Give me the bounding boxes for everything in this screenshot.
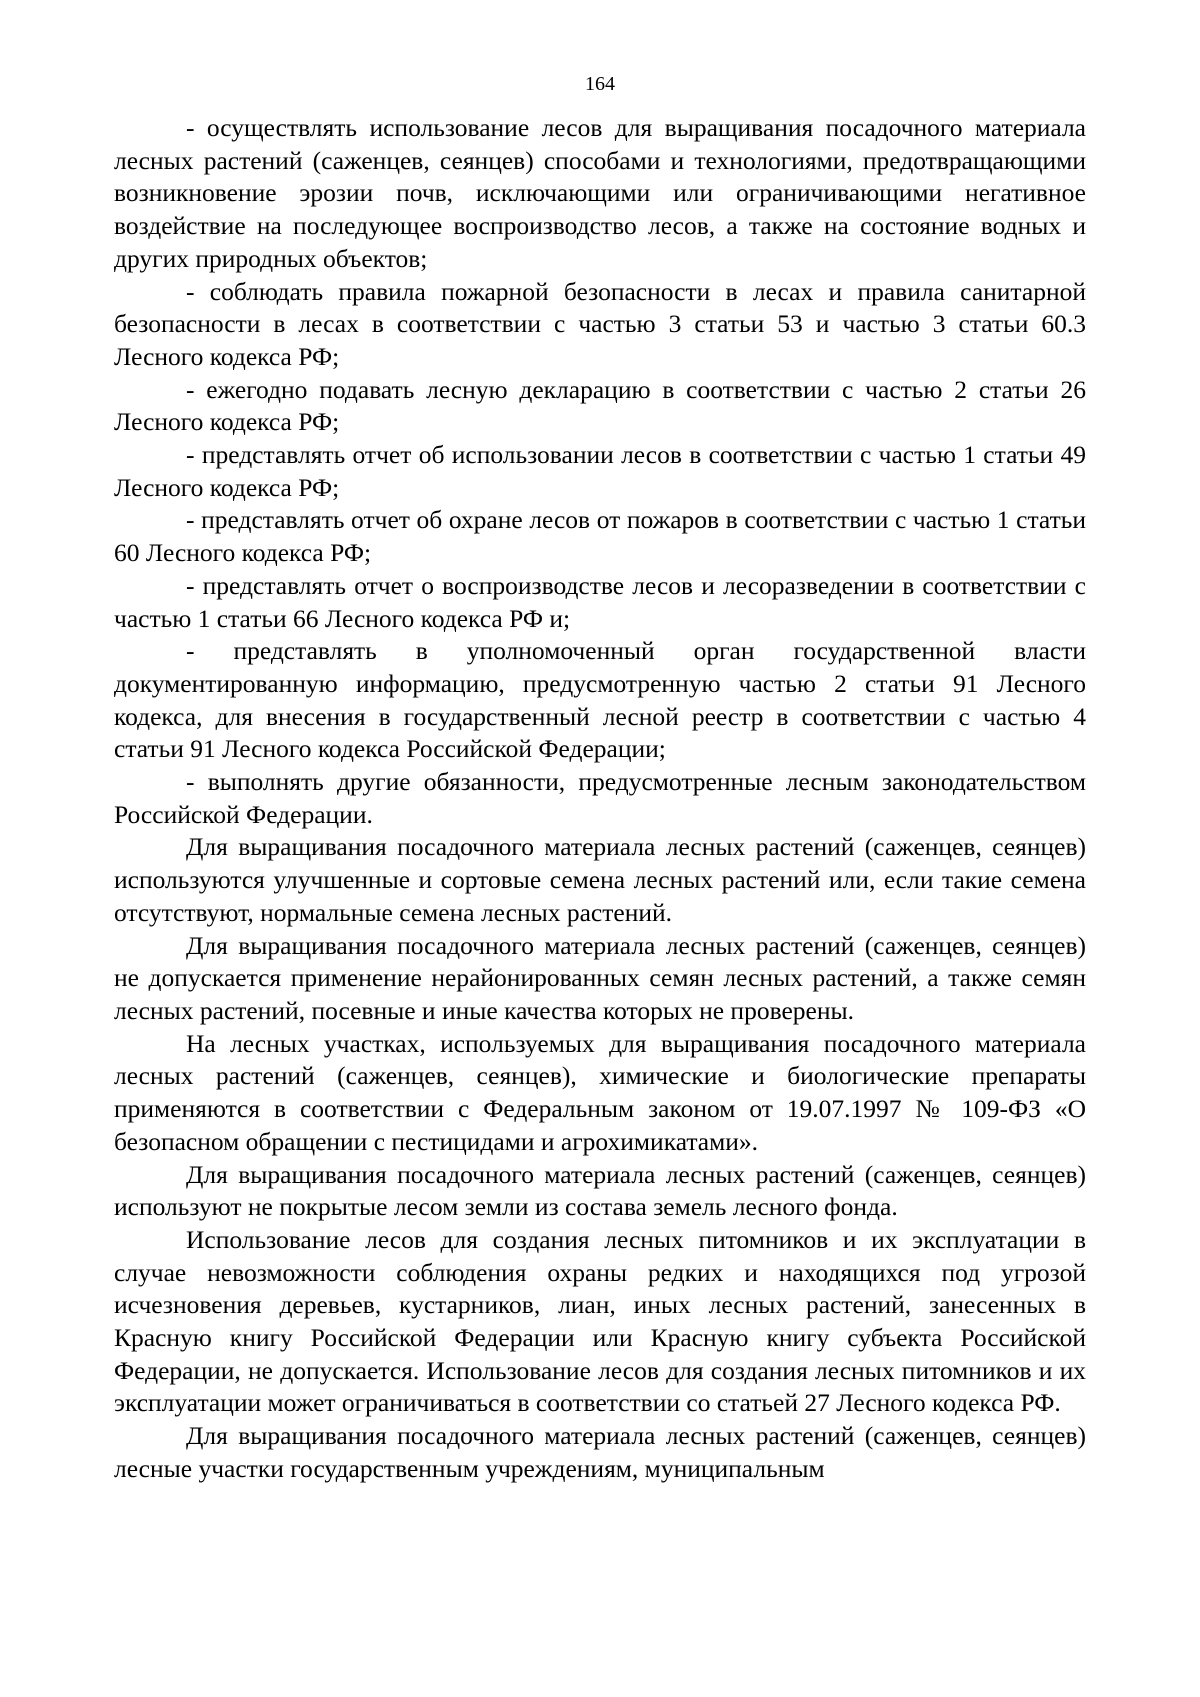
paragraph-forest-use-obligation: - осуществлять использование лесов для выращивания посадочного материала лесных растений (саженцев, сеянцев) способами и технологиями, предотвращающими возникновение эрозии почв, исключающими или ограничивающими негативное воздействие на последующее воспроизводство лесов, а также на состояние водных и других природных объектов;	[114, 113, 1086, 273]
paragraph-fire-safety-obligation: - соблюдать правила пожарной безопасности в лесах и правила санитарной безопасности в лесах в соответствии с частью 3 статьи 53 и частью 3 статьи 60.3 Лесного кодекса РФ;	[114, 276, 1086, 371]
paragraph-fire-protection-report-obligation: - представлять отчет об охране лесов от пожаров в соответствии с частью 1 статьи 60 Лесного кодекса РФ;	[114, 505, 1086, 568]
paragraph-registry-information-obligation: - представлять в уполномоченный орган государственной власти документированную информацию, предусмотренную частью 2 статьи 91 Лесного кодекса, для внесения в государственный лесной реестр в соответствии с частью 4 статьи 91 Лесного кодекса Российской Федерации;	[114, 636, 1086, 764]
paragraph-seed-use: Для выращивания посадочного материала лесных растений (саженцев, сеянцев) используются улучшенные и сортовые семена лесных растений или, если такие семена отсутствуют, нормальные семена лесных растений.	[114, 832, 1086, 927]
paragraph-other-obligations: - выполнять другие обязанности, предусмотренные лесным законодательством Российской Федерации.	[114, 767, 1086, 829]
paragraph-unregionalized-seeds: Для выращивания посадочного материала лесных растений (саженцев, сеянцев) не допускается применение нерайонированных семян лесных растений, а также семян лесных растений, посевные и иные качества которых не проверены.	[114, 930, 1086, 1025]
body-text	[114, 112, 1086, 1486]
paragraph-forest-declaration-obligation: - ежегодно подавать лесную декларацию в соответствии с частью 2 статьи 26 Лесного кодекса РФ;	[114, 374, 1086, 437]
paragraph-reproduction-report-obligation: - представлять отчет о воспроизводстве лесов и лесоразведении в соответствии с частью 1 статьи 66 Лесного кодекса РФ и;	[114, 570, 1086, 633]
paragraph-forest-use-report-obligation: - представлять отчет об использовании лесов в соответствии с частью 1 статьи 49 Лесного кодекса РФ;	[114, 440, 1086, 502]
paragraph-land-use: Для выращивания посадочного материала лесных растений (саженцев, сеянцев) используют не покрытые лесом земли из состава земель лесного фонда.	[114, 1159, 1086, 1222]
paragraph-red-book-restriction: Использование лесов для создания лесных питомников и их эксплуатации в случае невозможности соблюдения охраны редких и находящихся под угрозой исчезновения деревьев, кустарников, лиан, иных лесных растений, занесенных в Красную книгу Российской Федерации или Красную книгу субъекта Российской Федерации, не допускается. Использование лесов для создания лесных питомников и их эксплуатации может ограничиваться в соответствии со статьей 27 Лесного кодекса РФ.	[114, 1224, 1086, 1418]
paragraph-land-allocation: Для выращивания посадочного материала лесных растений (саженцев, сеянцев) лесные участки государственным учреждениям, муниципальным	[114, 1421, 1086, 1483]
page-number: 164	[585, 73, 615, 95]
paragraph-chemical-preparations: На лесных участках, используемых для выращивания посадочного материала лесных растений (саженцев, сеянцев), химические и биологические препараты применяются в соответствии с Федеральным законом от 19.07.1997 № 109-ФЗ «О безопасном обращении с пестицидами и агрохимикатами».	[114, 1028, 1086, 1156]
